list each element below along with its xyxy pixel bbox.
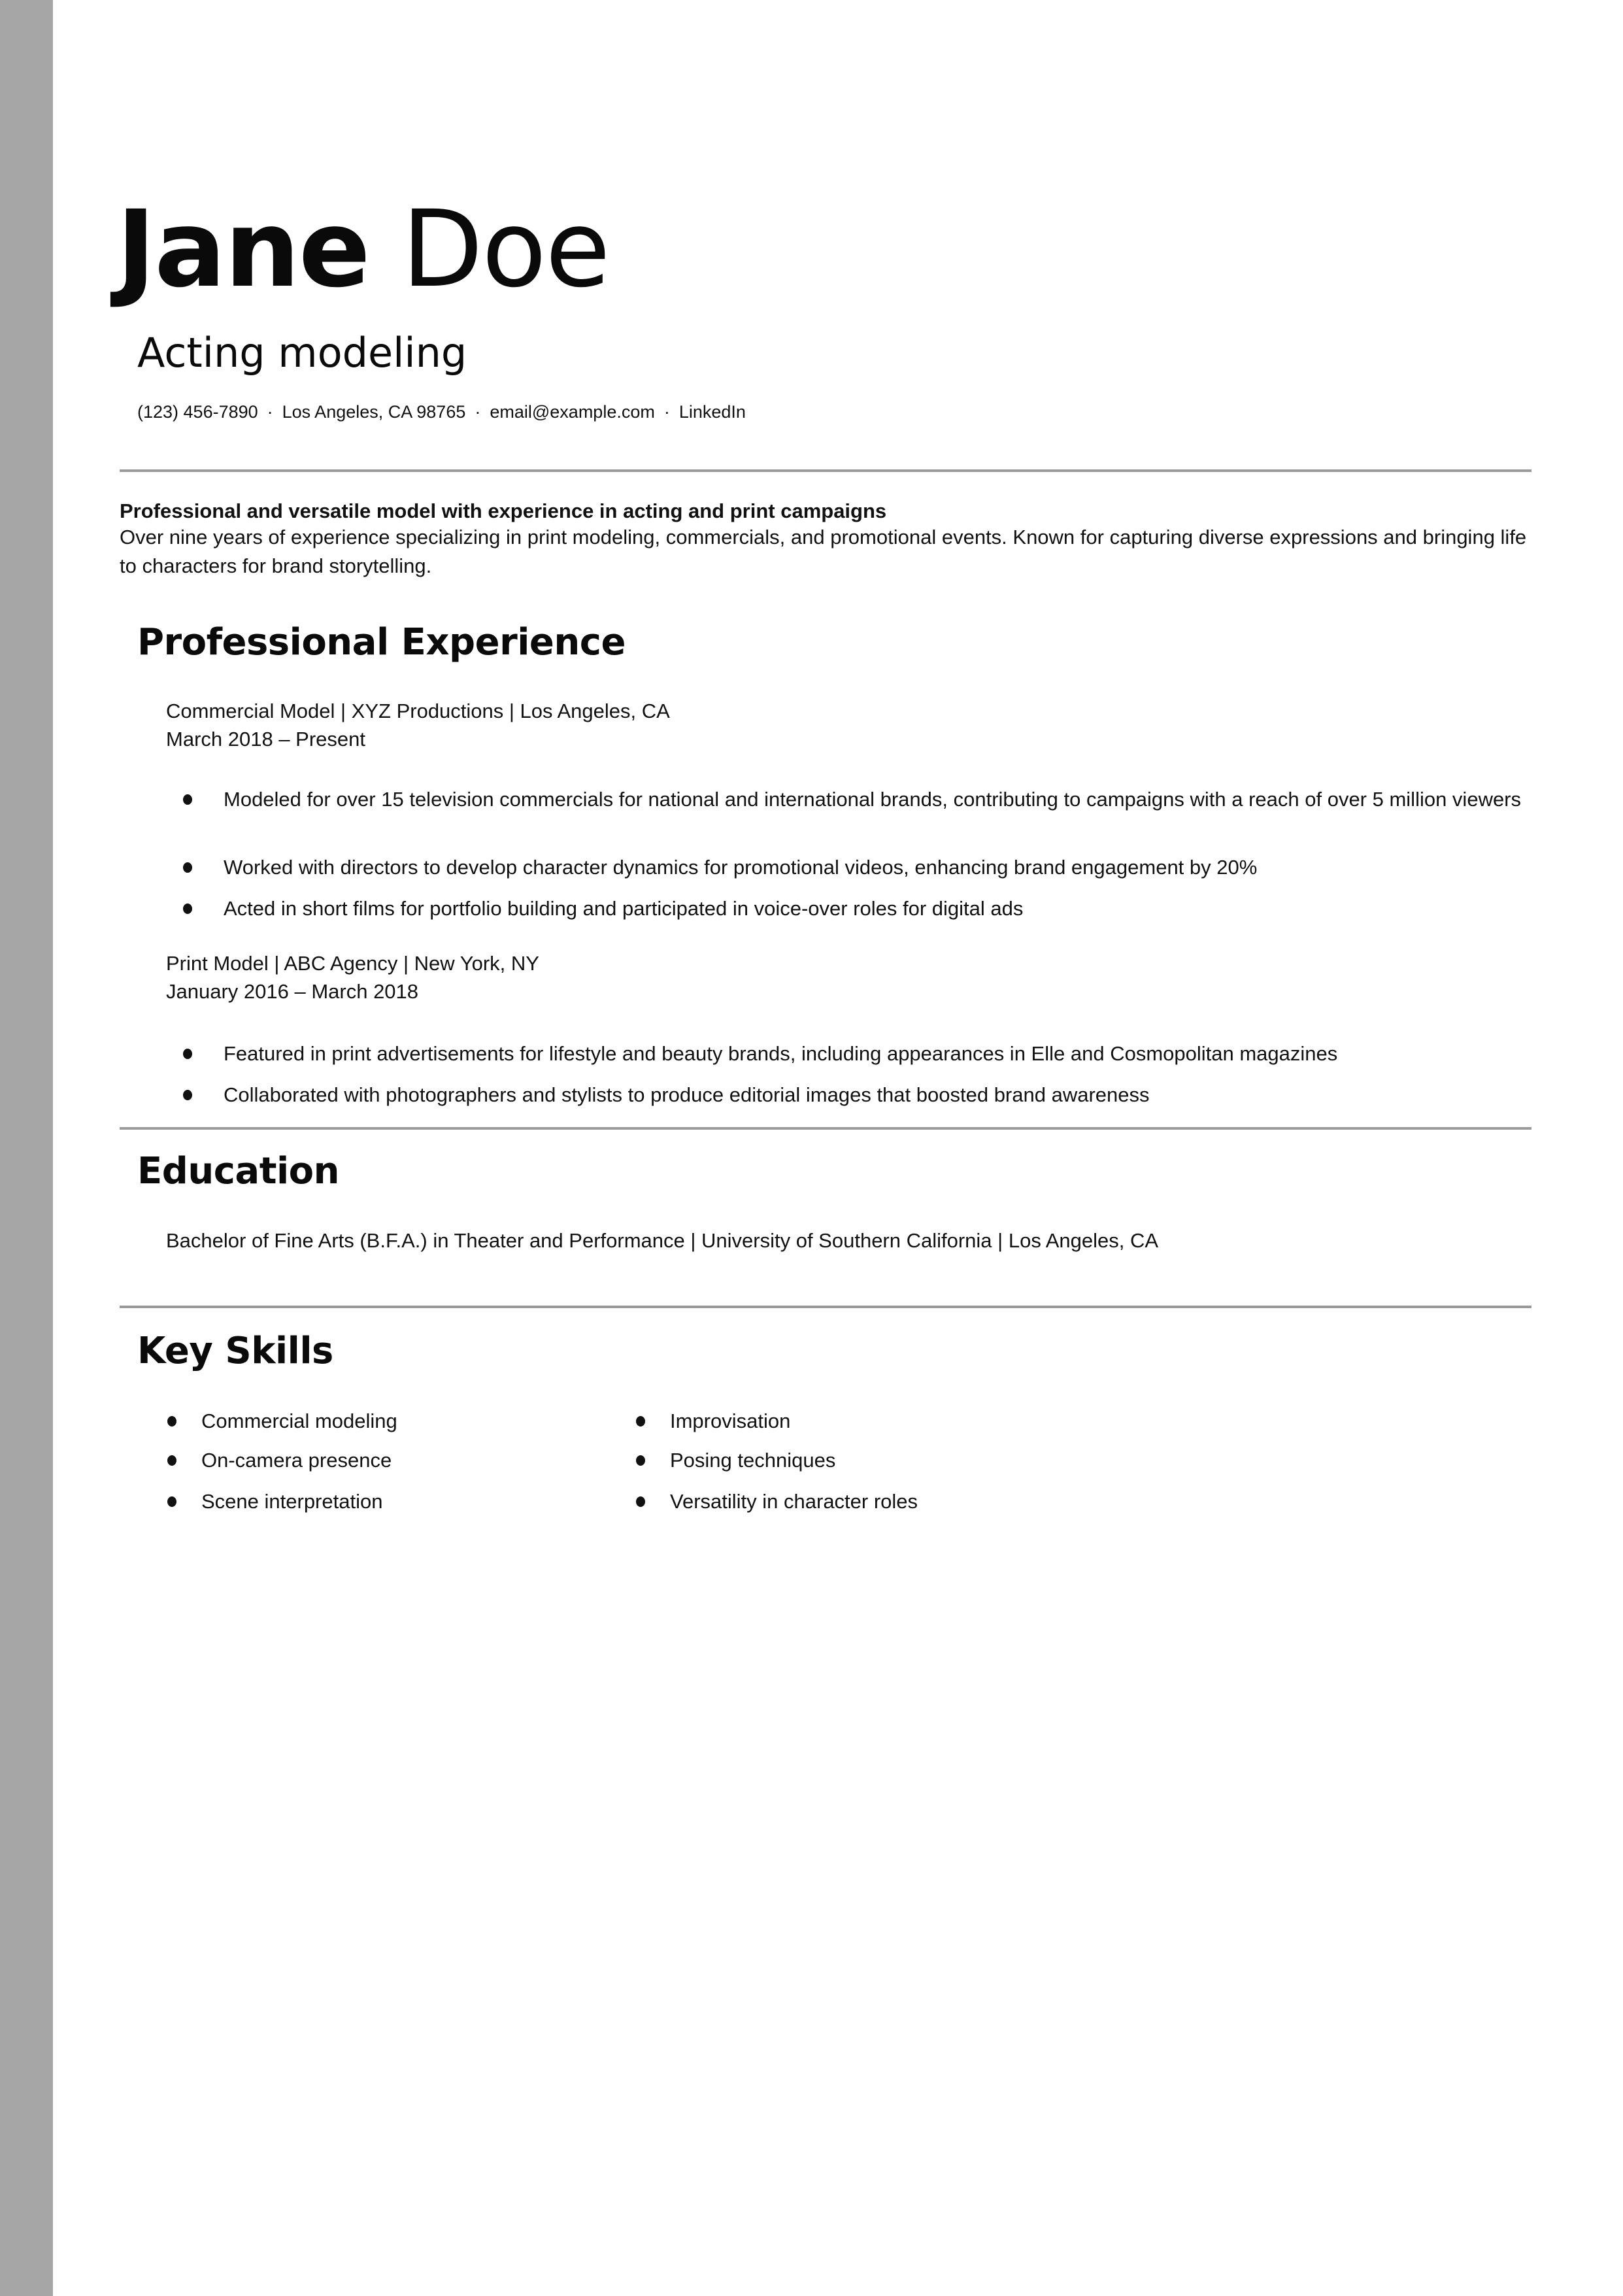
left-accent-bar <box>0 0 53 2296</box>
separator-dot: · <box>475 402 481 422</box>
job-heading: Commercial Model | XYZ Productions | Los Angeles, CA <box>166 700 670 722</box>
job-dates: January 2016 – March 2018 <box>166 980 419 1003</box>
summary-title: Professional and versatile model with experience in acting and print campaigns <box>120 499 887 522</box>
separator-dot: · <box>663 402 670 422</box>
bullet-icon <box>636 1416 645 1427</box>
contact-linkedin[interactable]: LinkedIn <box>678 402 746 422</box>
bullet-icon <box>167 1455 176 1466</box>
bullet-icon <box>636 1496 645 1507</box>
section-title-experience: Professional Experience <box>137 621 626 664</box>
contact-line <box>137 400 746 424</box>
candidate-name <box>116 184 609 315</box>
bullet-icon <box>183 794 192 805</box>
bullet-icon <box>183 1090 192 1100</box>
first-name: Jane <box>116 188 369 311</box>
contact-location: Los Angeles, CA 98765 <box>282 402 466 422</box>
section-title-education: Education <box>137 1150 339 1192</box>
divider <box>120 1127 1531 1130</box>
contact-phone: (123) 456-7890 <box>137 402 258 422</box>
bullet-icon <box>183 1049 192 1059</box>
bullet-icon <box>183 903 192 914</box>
separator-dot: · <box>267 402 273 422</box>
headline: Acting modeling <box>137 329 467 377</box>
list-item: Modeled for over 15 television commercials for national and international brands, contributing to campaigns with a reach of over 5 million viewers <box>183 785 1536 844</box>
divider <box>120 469 1531 472</box>
bullet-icon <box>183 862 192 873</box>
last-name: Doe <box>401 188 609 311</box>
contact-email[interactable]: email@example.com <box>490 402 655 422</box>
job-dates: March 2018 – Present <box>166 728 366 751</box>
bullet-icon <box>636 1455 645 1466</box>
education-entry: Bachelor of Fine Arts (B.F.A.) in Theater and Performance | University of Southern California | Los Angeles, CA <box>166 1229 1159 1252</box>
summary-body: Over nine years of experience specializing in print modeling, commercials, and promotional events. Known for capturing diverse expressions and bringing life to characters for brand storytelling. <box>120 526 1527 577</box>
section-title-skills: Key Skills <box>137 1330 333 1372</box>
bullet-icon <box>167 1496 176 1507</box>
job-heading: Print Model | ABC Agency | New York, NY <box>166 952 539 975</box>
bullet-icon <box>167 1416 176 1427</box>
divider <box>120 1306 1531 1308</box>
